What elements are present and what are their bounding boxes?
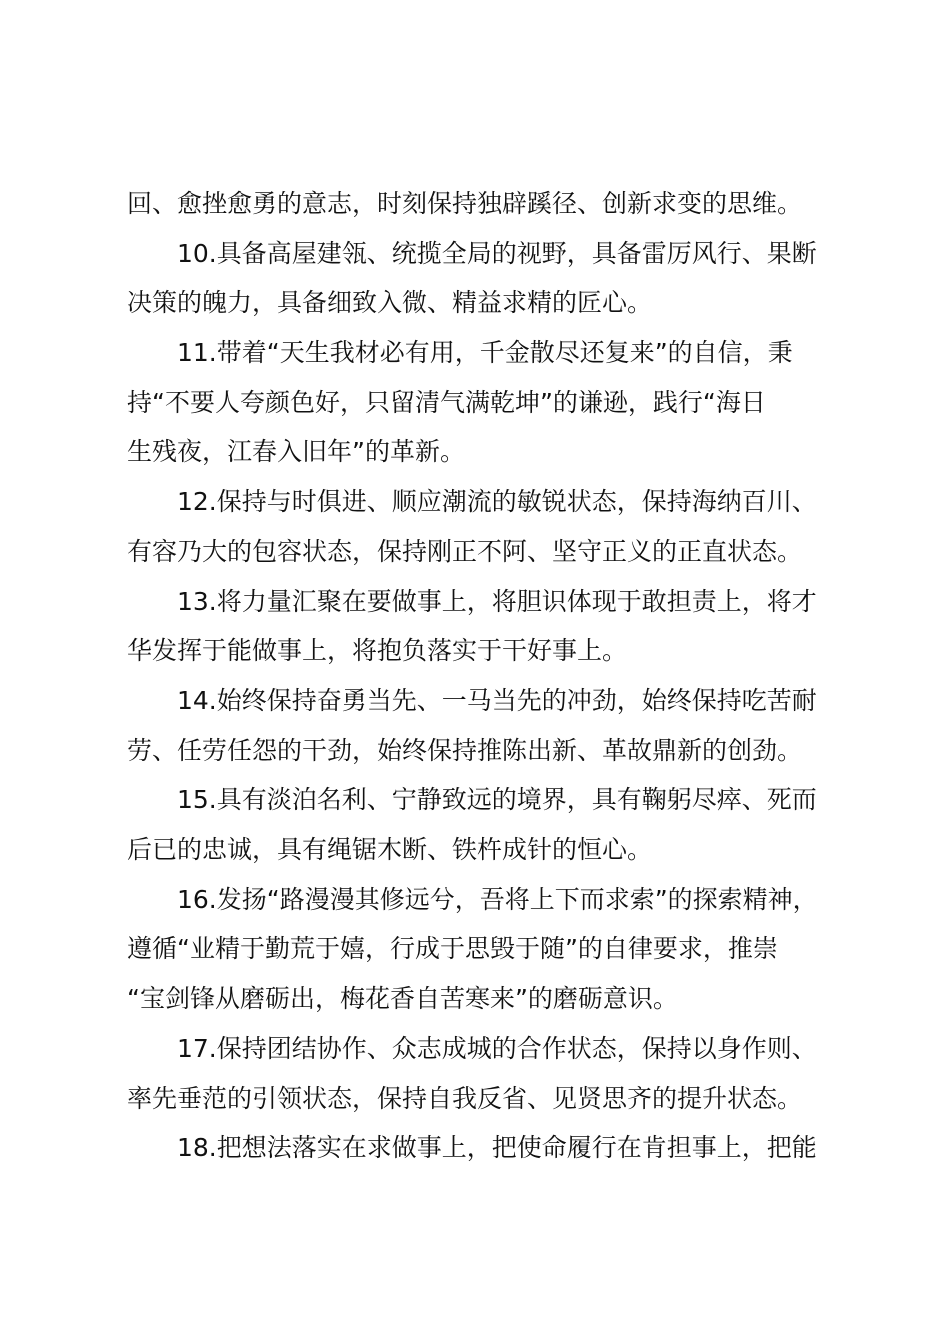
paragraph-14-line-1: 14.始终保持奋勇当先、一马当先的冲劲，始终保持吃苦耐: [177, 686, 817, 715]
paragraph-18-line-1: 18.把想法落实在求做事上，把使命履行在肯担事上，把能: [177, 1133, 817, 1162]
paragraph-16-line-1: 16.发扬“路漫漫其修远兮，吾将上下而求索”的探索精神，: [177, 885, 818, 914]
paragraph-17-line-1: 17.保持团结协作、众志成城的合作状态，保持以身作则、: [177, 1034, 817, 1063]
text-line: 生残夜，江春入旧年”的革新。: [127, 437, 465, 466]
text-line: 后已的忠诚，具有绳锯木断、铁杵成针的恒心。: [127, 835, 653, 864]
text-line: 回、愈挫愈勇的意志，时刻保持独辟蹊径、创新求变的思维。: [127, 189, 803, 218]
paragraph-12-line-1: 12.保持与时俱进、顺应潮流的敏锐状态，保持海纳百川、: [177, 487, 817, 516]
text-line: 遵循“业精于勤荒于嬉，行成于思毁于随”的自律要求，推崇: [127, 934, 778, 963]
text-line: 率先垂范的引领状态，保持自我反省、见贤思齐的提升状态。: [127, 1084, 803, 1113]
text-line: 劳、任劳任怨的干劲，始终保持推陈出新、革故鼎新的创劲。: [127, 736, 803, 765]
paragraph-10-line-1: 10.具备高屋建瓴、统揽全局的视野，具备雷厉风行、果断: [177, 239, 817, 268]
text-line: 有容乃大的包容状态，保持刚正不阿、坚守正义的正直状态。: [127, 537, 803, 566]
paragraph-13-line-1: 13.将力量汇聚在要做事上，将胆识体现于敢担责上，将才: [177, 587, 817, 616]
text-line: “宝剑锋从磨砺出，梅花香自苦寒来”的磨砺意识。: [127, 984, 678, 1013]
text-line: 持“不要人夸颜色好，只留清气满乾坤”的谦逊，践行“海日: [127, 388, 766, 417]
paragraph-11-line-1: 11.带着“天生我材必有用，千金散尽还复来”的自信，秉: [177, 338, 793, 367]
text-line: 华发挥于能做事上，将抱负落实于干好事上。: [127, 636, 628, 665]
text-line: 决策的魄力，具备细致入微、精益求精的匠心。: [127, 288, 653, 317]
paragraph-15-line-1: 15.具有淡泊名利、宁静致远的境界，具有鞠躬尽瘁、死而: [177, 785, 817, 814]
